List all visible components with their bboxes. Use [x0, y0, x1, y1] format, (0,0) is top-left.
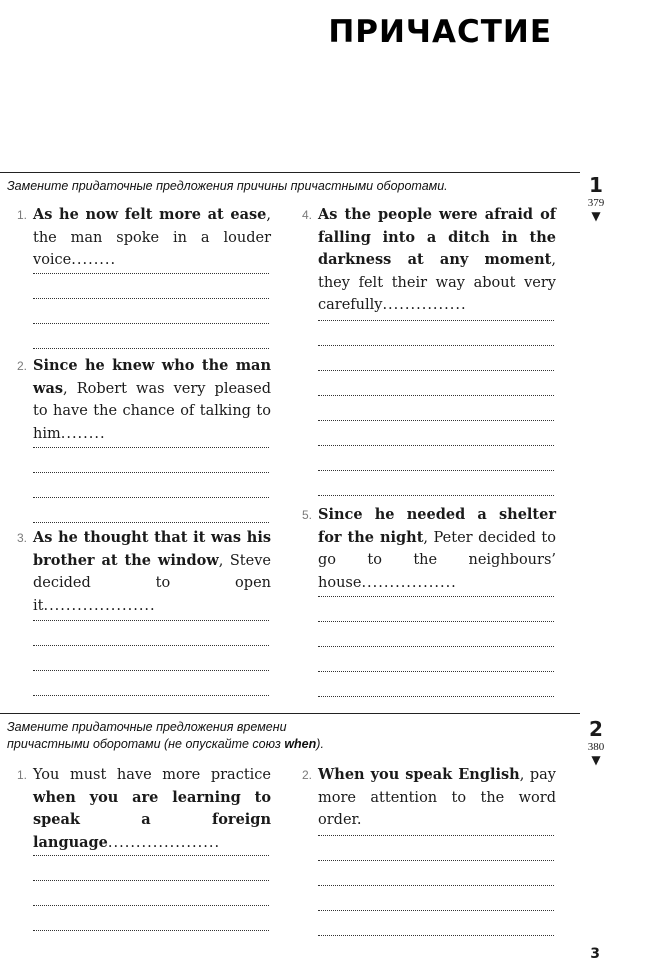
- answer-line[interactable]: [33, 596, 269, 621]
- answer-line[interactable]: [318, 622, 554, 647]
- answer-line[interactable]: [33, 671, 269, 696]
- answer-line[interactable]: [33, 906, 269, 931]
- answer-lines-1-2[interactable]: [33, 423, 269, 523]
- answer-line[interactable]: [318, 396, 554, 421]
- key-reference: 379: [587, 197, 605, 209]
- instruction-line: причастными оборотами (не опускайте союз: [7, 737, 285, 751]
- answer-line[interactable]: [318, 321, 554, 346]
- answer-line[interactable]: [318, 371, 554, 396]
- answer-line[interactable]: [318, 446, 554, 471]
- exercise-2-instruction: [7, 719, 567, 753]
- task-number: 2.: [302, 768, 313, 782]
- task-text: , the man spoke in a louder voice: [33, 207, 271, 268]
- instruction-line: Замените придаточные предложения времени: [7, 720, 287, 734]
- instruction-bold-word: when: [284, 737, 317, 751]
- answer-line[interactable]: [318, 572, 554, 597]
- task-text: , pay more attention to the word order.: [318, 767, 556, 828]
- key-reference: 380: [587, 741, 605, 753]
- page-number: 3: [590, 946, 600, 962]
- answer-line[interactable]: [318, 886, 554, 911]
- answer-line[interactable]: [33, 448, 269, 473]
- task-text: , they felt their way about very carefully: [318, 252, 556, 313]
- task-answer-dots: ........: [60, 425, 106, 442]
- answer-line[interactable]: [318, 861, 554, 886]
- answer-line[interactable]: [318, 911, 554, 936]
- answer-lines-1-1[interactable]: [33, 249, 269, 349]
- task-text: , Robert was very pleased to have the chance of talking to him: [33, 380, 271, 442]
- instruction-line-end: ).: [316, 737, 324, 751]
- task-text: , Steve decided to open it: [33, 552, 271, 614]
- answer-lines-2-2[interactable]: [318, 811, 554, 936]
- task-text: , Peter decided to go to the neighbours’ house: [318, 529, 556, 591]
- task-answer-dots: ....................: [43, 597, 156, 614]
- answer-line[interactable]: [318, 296, 554, 321]
- task-bold-clause: As the people were afraid of falling into a ditch in the darkness at any moment: [318, 206, 556, 268]
- answer-line[interactable]: [33, 621, 269, 646]
- section-divider: [0, 713, 580, 714]
- triangle-down-icon: ▼: [591, 753, 601, 767]
- task-answer-dots: ........: [71, 252, 117, 268]
- answer-line[interactable]: [318, 811, 554, 836]
- task-bold-clause: Since he knew who the man was: [33, 357, 271, 397]
- task-bold-clause: when you are learning to speak a foreign language: [33, 788, 271, 851]
- task-answer-dots: .................: [361, 574, 457, 591]
- task-bold-clause: As he now felt more at ease: [33, 206, 267, 223]
- task-number: 4.: [302, 208, 313, 222]
- task-bold-clause: As he thought that it was his brother at the window: [33, 529, 271, 569]
- task-number: 2.: [17, 359, 28, 373]
- task-number: 1.: [17, 768, 28, 782]
- answer-line[interactable]: [33, 881, 269, 906]
- answer-line[interactable]: [33, 473, 269, 498]
- answer-lines-1-4[interactable]: [318, 296, 554, 496]
- answer-line[interactable]: [33, 498, 269, 523]
- task-text: You must have more practice: [33, 767, 271, 783]
- task-answer-dots: ...............: [382, 297, 467, 313]
- task-bold-clause: Since he needed a shelter for the night: [318, 506, 556, 546]
- answer-line[interactable]: [318, 647, 554, 672]
- exercise-1-instruction: Замените придаточные предложения причины причастными оборотами.: [7, 179, 448, 193]
- answer-line[interactable]: [318, 471, 554, 496]
- answer-lines-1-3[interactable]: [33, 596, 269, 696]
- exercise-number: 2: [589, 717, 603, 741]
- answer-line[interactable]: [318, 421, 554, 446]
- answer-line[interactable]: [33, 274, 269, 299]
- answer-line[interactable]: [33, 646, 269, 671]
- answer-line[interactable]: [318, 597, 554, 622]
- task-number: 5.: [302, 508, 313, 522]
- task-number: 3.: [17, 531, 28, 545]
- exercise-2-marker: [578, 718, 614, 766]
- answer-line[interactable]: [318, 672, 554, 697]
- exercise-number: 1: [589, 173, 603, 197]
- task-answer-dots: ....................: [107, 834, 221, 851]
- answer-line[interactable]: [33, 831, 269, 856]
- answer-lines-1-5[interactable]: [318, 572, 554, 697]
- answer-line[interactable]: [318, 346, 554, 371]
- answer-lines-2-1[interactable]: [33, 831, 269, 931]
- section-divider: [0, 172, 580, 173]
- page-title: ПРИЧАСТИЕ: [328, 14, 552, 50]
- task-number: 1.: [17, 208, 28, 222]
- answer-line[interactable]: [33, 324, 269, 349]
- task-bold-clause: When you speak English: [318, 766, 520, 783]
- answer-line[interactable]: [33, 299, 269, 324]
- answer-line[interactable]: [33, 856, 269, 881]
- answer-line[interactable]: [33, 423, 269, 448]
- answer-line[interactable]: [33, 249, 269, 274]
- exercise-1-marker: [578, 174, 614, 222]
- triangle-down-icon: ▼: [591, 209, 601, 223]
- answer-line[interactable]: [318, 836, 554, 861]
